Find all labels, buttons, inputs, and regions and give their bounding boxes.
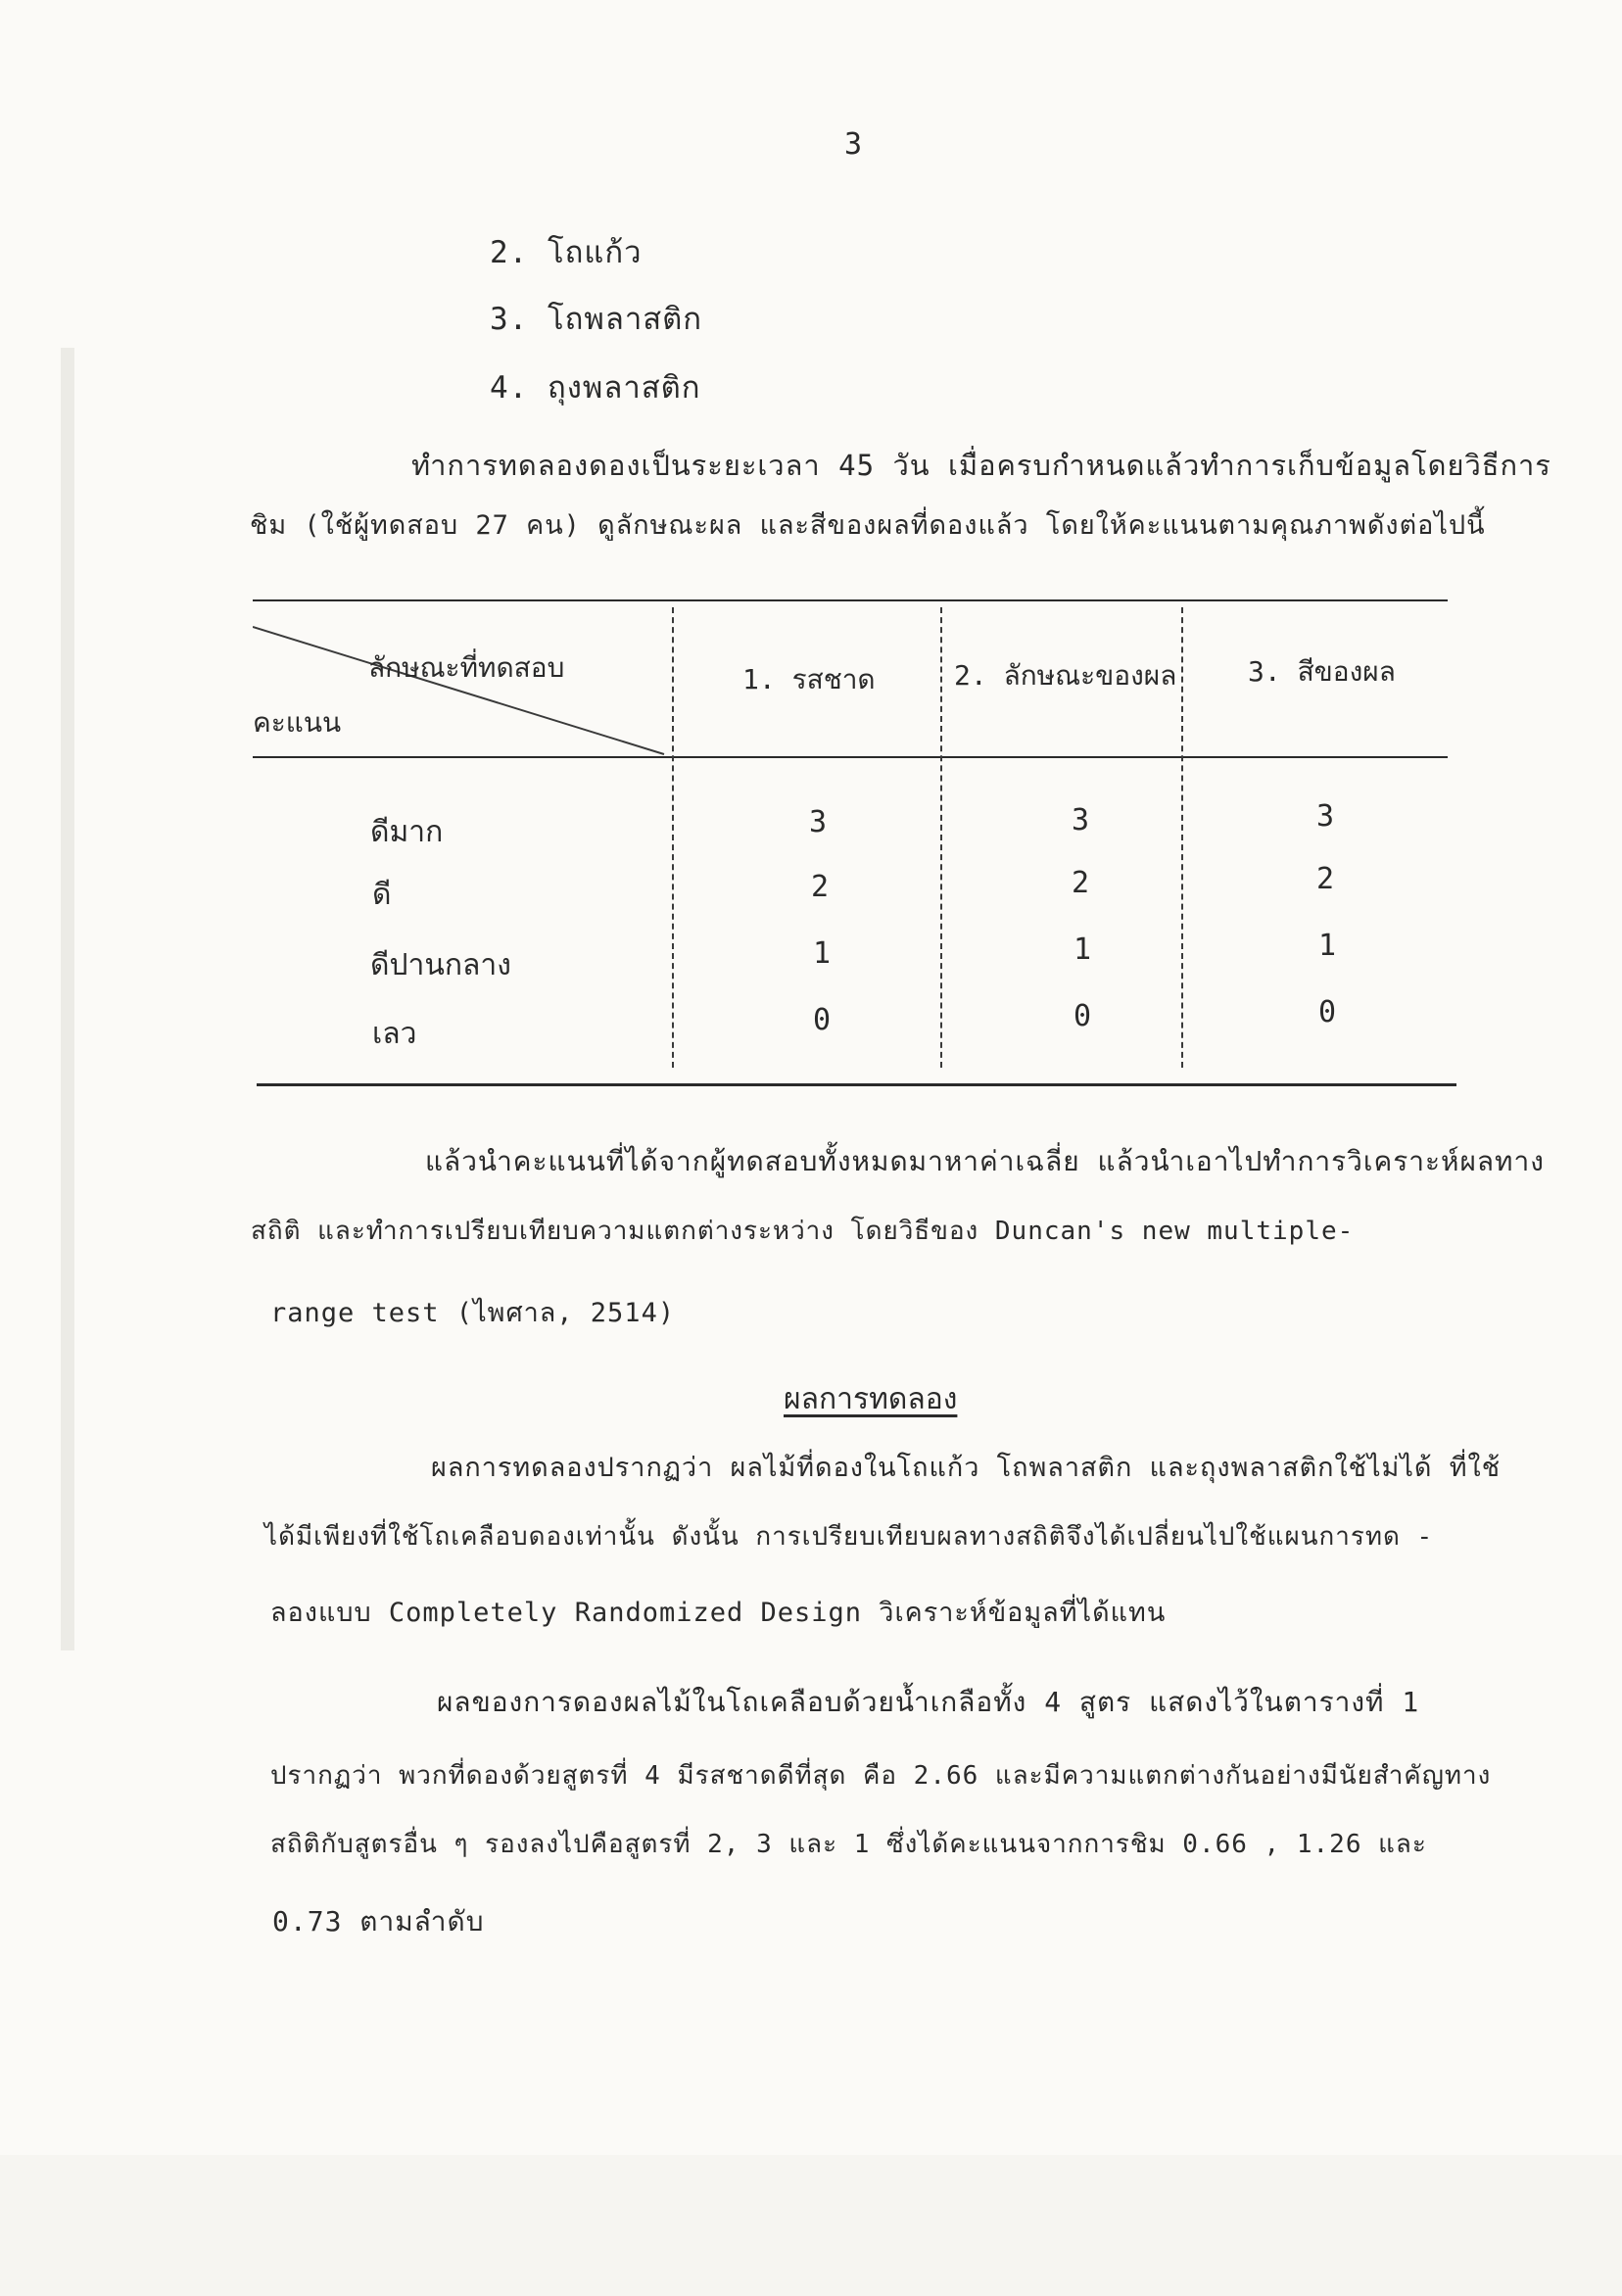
table-cell: 0 bbox=[1073, 999, 1092, 1033]
table-column-header: 3. สีของผล bbox=[1248, 655, 1396, 688]
results-line: ผลการทดลองปรากฏว่า ผลไม้ที่ดองในโถแก้ว โถพลาสติก และถุงพลาสติกใช้ไม่ได้ ที่ใช้ bbox=[431, 1453, 1502, 1483]
table-row-label: ดี bbox=[372, 878, 392, 912]
results-line: ลองแบบ Completely Randomized Design วิเคราะห์ข้อมูลที่ได้แทน bbox=[270, 1598, 1167, 1628]
method-line: แล้วนำคะแนนที่ได้จากผู้ทดสอบทั้งหมดมาหาค่าเฉลี่ย แล้วนำเอาไปทำการวิเคราะห์ผลทาง bbox=[425, 1145, 1545, 1177]
page-number: 3 bbox=[844, 127, 863, 162]
method-line: range test (ไพศาล, 2514) bbox=[270, 1298, 676, 1328]
table-column-divider bbox=[1181, 607, 1183, 1068]
table-cell: 3 bbox=[1072, 803, 1090, 837]
intro-line: ชิม (ใช้ผู้ทดสอบ 27 คน) ดูลักษณะผล และสีของผลที่ดองแล้ว โดยให้คะแนนตามคุณภาพดังต่อไปนี้ bbox=[250, 510, 1486, 541]
table-corner-header: ลักษณะที่ทดสอบ bbox=[368, 651, 565, 684]
results-line: ได้มีเพียงที่ใช้โถเคลือบดองเท่านั้น ดังนั้น การเปรียบเทียบผลทางสถิติจึงได้เปลี่ยนไปใช้แผนการทด - bbox=[264, 1522, 1434, 1552]
table-row-label: เลว bbox=[372, 1017, 417, 1051]
table-row-label: ดีปานกลาง bbox=[370, 948, 511, 982]
list-item: 3. โถพลาสติก bbox=[490, 302, 703, 337]
table-cell: 3 bbox=[1316, 799, 1335, 834]
method-line: สถิติ และทำการเปรียบเทียบความแตกต่างระหว่าง โดยวิธีของ Duncan's new multiple- bbox=[251, 1217, 1355, 1246]
table-cell: 2 bbox=[1072, 866, 1090, 900]
table-cell: 0 bbox=[813, 1003, 832, 1037]
table-column-divider bbox=[940, 607, 942, 1068]
table-column-header: 1. รสชาด bbox=[742, 663, 876, 695]
scan-shadow bbox=[61, 348, 74, 1650]
table-cell: 3 bbox=[809, 805, 828, 839]
table-header-rule bbox=[253, 756, 1448, 758]
table-cell: 2 bbox=[811, 870, 830, 904]
table-cell: 0 bbox=[1318, 995, 1337, 1029]
table-row-label: ดีมาก bbox=[370, 815, 444, 849]
results-line: ผลของการดองผลไม้ในโถเคลือบด้วยน้ำเกลือทั้ง 4 สูตร แสดงไว้ในตารางที่ 1 bbox=[437, 1686, 1420, 1718]
results-line: ปรากฏว่า พวกที่ดองด้วยสูตรที่ 4 มีรสชาดดีที่สุด คือ 2.66 และมีความแตกต่างกันอย่างมีนัยสำคัญทาง bbox=[270, 1761, 1492, 1791]
table-cell: 1 bbox=[813, 936, 832, 971]
table-column-header: 2. ลักษณะของผล bbox=[954, 659, 1177, 692]
table-cell: 2 bbox=[1316, 862, 1335, 896]
intro-line: ทำการทดลองดองเป็นระยะเวลา 45 วัน เมื่อครบกำหนดแล้วทำการเก็บข้อมูลโดยวิธีการ bbox=[411, 449, 1551, 482]
table-bottom-rule bbox=[257, 1083, 1456, 1086]
results-heading: ผลการทดลอง bbox=[784, 1382, 958, 1416]
results-line: 0.73 ตามลำดับ bbox=[272, 1905, 485, 1937]
results-line: สถิติกับสูตรอื่น ๆ รองลงไปคือสูตรที่ 2, 3 และ 1 ซึ่งได้คะแนนจากการชิม 0.66 , 1.26 และ bbox=[270, 1830, 1427, 1859]
table-top-rule bbox=[253, 599, 1448, 601]
list-item: 4. ถุงพลาสติก bbox=[490, 370, 701, 406]
table-cell: 1 bbox=[1073, 933, 1092, 967]
list-item: 2. โถแก้ว bbox=[490, 235, 643, 270]
table-corner-row-label: คะแนน bbox=[253, 706, 342, 739]
table-cell: 1 bbox=[1318, 929, 1337, 963]
